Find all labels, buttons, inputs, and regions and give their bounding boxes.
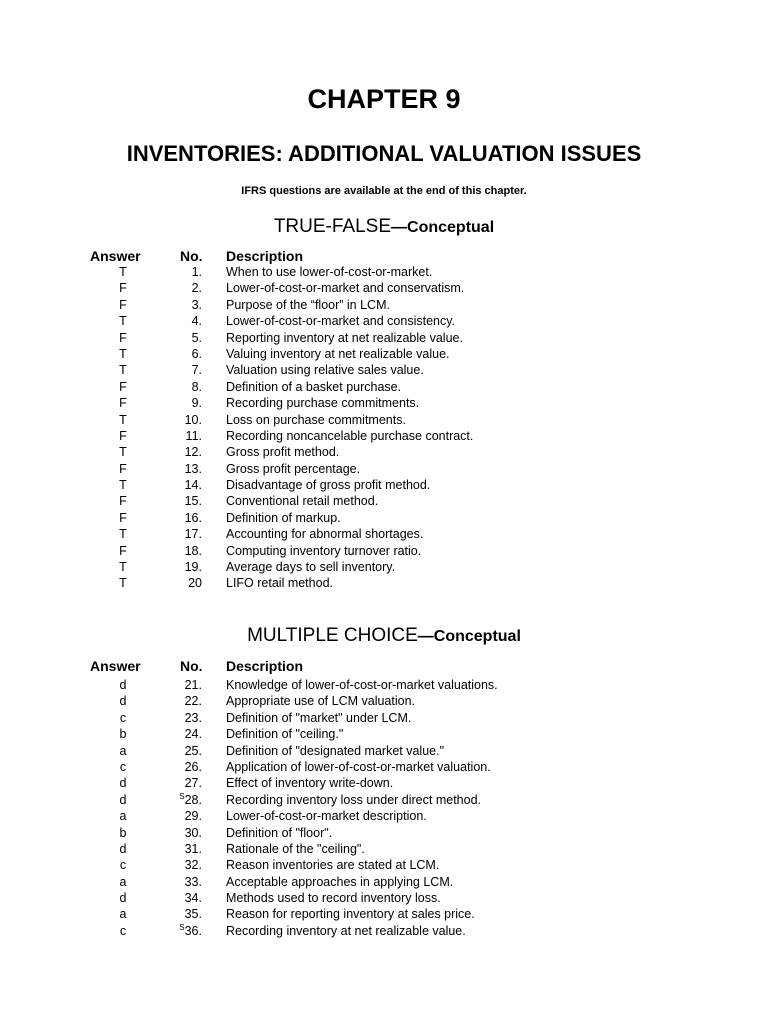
answer-cell: c	[119, 858, 127, 873]
number-text: 10.	[184, 412, 202, 427]
answer-cell: b	[119, 727, 127, 742]
number-cell	[160, 809, 202, 823]
number-text: 20	[188, 576, 202, 591]
table-row	[0, 875, 768, 891]
true-false-heading	[0, 216, 768, 238]
answer-cell: T	[119, 576, 127, 591]
number-cell	[160, 478, 202, 492]
answer-cell: F	[119, 330, 127, 345]
number-cell	[160, 576, 202, 590]
table-row	[0, 891, 768, 907]
number-text: 14.	[184, 478, 202, 493]
number-cell	[160, 527, 202, 541]
true-false-subtitle: —Conceptual	[391, 219, 495, 236]
number-cell	[160, 494, 202, 508]
number-text: 15.	[184, 494, 202, 509]
multiple-choice-title: MULTIPLE CHOICE	[247, 625, 418, 646]
answer-cell: a	[119, 907, 127, 922]
table-row	[0, 793, 768, 809]
multiple-choice-heading	[0, 625, 768, 647]
table-row	[0, 711, 768, 727]
answer-cell: a	[119, 743, 127, 758]
answer-cell: T	[119, 346, 127, 361]
number-text: 23.	[184, 710, 202, 725]
table-row	[0, 511, 768, 527]
description-cell: Purpose of the “floor” in LCM.	[226, 297, 390, 312]
description-cell: Lower-of-cost-or-market and conservatism.	[226, 281, 465, 296]
answer-cell: d	[119, 841, 127, 856]
description-cell: Acceptable approaches in applying LCM.	[226, 874, 454, 889]
answer-cell: T	[119, 314, 127, 329]
table-row	[0, 576, 768, 592]
number-cell	[160, 331, 202, 345]
description-cell: Recording noncancelable purchase contract.	[226, 428, 474, 443]
answer-cell: a	[119, 874, 127, 889]
number-text: 12.	[184, 445, 202, 460]
number-cell	[160, 281, 202, 295]
table-row	[0, 544, 768, 560]
number-text: 19.	[184, 560, 202, 575]
description-cell: Recording purchase commitments.	[226, 396, 420, 411]
table-row	[0, 560, 768, 576]
chapter-subtitle: INVENTORIES: ADDITIONAL VALUATION ISSUES	[126, 141, 642, 166]
tf-answer-header: Answer	[90, 248, 141, 264]
description-cell: Disadvantage of gross profit method.	[226, 478, 431, 493]
number-text: 8.	[191, 379, 202, 394]
table-row	[0, 347, 768, 363]
number-cell	[160, 858, 202, 872]
number-text: 21.	[184, 678, 202, 692]
table-row	[0, 527, 768, 543]
number-text: 13.	[184, 461, 202, 476]
number-cell	[160, 744, 202, 758]
number-text: 11.	[185, 428, 202, 443]
number-cell	[160, 907, 202, 921]
number-cell	[160, 347, 202, 361]
answer-cell: d	[119, 776, 127, 791]
number-cell	[160, 396, 202, 410]
description-cell: Conventional retail method.	[226, 494, 379, 509]
table-row	[0, 826, 768, 842]
number-text: 3.	[191, 297, 202, 312]
answer-cell: T	[119, 560, 127, 575]
number-cell	[160, 678, 202, 692]
answer-cell: F	[119, 461, 127, 476]
answer-cell: T	[119, 412, 127, 427]
number-cell	[160, 314, 202, 328]
number-text: 29.	[184, 809, 202, 824]
number-cell	[160, 842, 202, 856]
table-row	[0, 842, 768, 858]
answer-cell: F	[119, 281, 127, 296]
number-text: 5.	[191, 330, 202, 345]
description-cell: Accounting for abnormal shortages.	[226, 527, 424, 542]
number-text: 16.	[184, 510, 202, 525]
table-row	[0, 478, 768, 494]
number-text: 35.	[184, 907, 202, 922]
table-row	[0, 314, 768, 330]
table-row	[0, 363, 768, 379]
table-row	[0, 380, 768, 396]
number-cell	[160, 413, 202, 427]
description-cell: Definition of "ceiling."	[226, 727, 344, 742]
number-cell	[160, 363, 202, 377]
description-cell: Application of lower-of-cost-or-market valuation.	[226, 759, 491, 774]
number-text: 30.	[184, 825, 202, 840]
number-cell	[160, 776, 202, 790]
description-cell: Recording inventory at net realizable value.	[226, 923, 466, 938]
answer-cell: b	[119, 825, 127, 840]
chapter-title: CHAPTER 9	[307, 84, 461, 114]
mc-no-header: No.	[180, 658, 203, 674]
table-row	[0, 494, 768, 510]
description-cell: LIFO retail method.	[226, 576, 333, 591]
number-text: 32.	[184, 858, 202, 873]
answer-cell: T	[119, 445, 127, 460]
answer-cell: F	[119, 297, 127, 312]
number-cell	[160, 265, 202, 279]
description-cell: Definition of markup.	[226, 510, 341, 525]
number-cell	[160, 298, 202, 312]
description-cell: Knowledge of lower-of-cost-or-market valuations.	[226, 678, 498, 692]
answer-cell: c	[119, 923, 127, 938]
number-text: 36.	[184, 923, 202, 938]
table-row	[0, 413, 768, 429]
description-cell: Valuation using relative sales value.	[226, 363, 424, 378]
ifrs-note: IFRS questions are available at the end of this chapter.	[241, 185, 527, 197]
answer-cell: d	[119, 678, 127, 692]
answer-cell: F	[119, 543, 127, 558]
number-text: 34.	[184, 891, 202, 906]
number-text: 2.	[191, 281, 202, 296]
number-cell	[160, 727, 202, 741]
answer-cell: T	[119, 527, 127, 542]
answer-cell: a	[119, 809, 127, 824]
description-cell: Reason inventories are stated at LCM.	[226, 858, 440, 873]
number-text: 4.	[191, 314, 202, 329]
table-row	[0, 678, 768, 694]
source-marker: S	[179, 791, 185, 801]
description-cell: When to use lower-of-cost-or-market.	[226, 265, 433, 279]
number-text: 27.	[184, 776, 202, 791]
answer-cell: d	[119, 694, 127, 709]
mc-answer-header: Answer	[90, 658, 141, 674]
answer-cell: F	[119, 396, 127, 411]
tf-no-header: No.	[180, 248, 203, 264]
mc-description-header: Description	[226, 658, 304, 674]
multiple-choice-subtitle: —Conceptual	[417, 628, 521, 645]
source-marker: S	[179, 922, 185, 932]
answer-cell: c	[119, 710, 127, 725]
number-text: 17.	[184, 527, 202, 542]
table-row	[0, 429, 768, 445]
description-cell: Loss on purchase commitments.	[226, 412, 406, 427]
description-cell: Appropriate use of LCM valuation.	[226, 694, 415, 709]
number-text: 7.	[191, 363, 202, 378]
answer-cell: d	[119, 891, 127, 906]
number-cell	[160, 560, 202, 574]
answer-cell: F	[119, 494, 127, 509]
answer-cell: T	[119, 363, 127, 378]
tf-description-header: Description	[226, 248, 304, 264]
answer-cell: F	[119, 379, 127, 394]
number-text: 25.	[184, 743, 202, 758]
description-cell: Effect of inventory write-down.	[226, 776, 394, 791]
number-cell	[160, 380, 202, 394]
description-cell: Rationale of the "ceiling".	[226, 841, 365, 856]
number-cell	[160, 694, 202, 708]
number-text: 33.	[184, 874, 202, 889]
description-cell: Lower-of-cost-or-market description.	[226, 809, 427, 824]
number-cell	[160, 875, 202, 889]
description-cell: Definition of a basket purchase.	[226, 379, 402, 394]
number-cell	[160, 711, 202, 725]
number-cell	[160, 924, 202, 938]
number-text: 9.	[191, 396, 202, 411]
table-row	[0, 924, 768, 940]
table-row	[0, 445, 768, 461]
answer-cell: F	[119, 428, 127, 443]
number-text: 1.	[191, 265, 202, 279]
table-row	[0, 331, 768, 347]
number-text: 24.	[184, 727, 202, 742]
description-cell: Gross profit method.	[226, 445, 340, 460]
number-cell	[160, 826, 202, 840]
table-row	[0, 858, 768, 874]
number-text: 6.	[191, 346, 202, 361]
table-row	[0, 809, 768, 825]
multiple-choice-table	[0, 678, 768, 940]
description-cell: Recording inventory loss under direct method.	[226, 792, 481, 807]
table-row	[0, 727, 768, 743]
number-text: 26.	[184, 759, 202, 774]
number-text: 28.	[184, 792, 202, 807]
description-cell: Methods used to record inventory loss.	[226, 891, 441, 906]
table-row	[0, 281, 768, 297]
description-cell: Gross profit percentage.	[226, 461, 361, 476]
true-false-title: TRUE-FALSE	[273, 216, 392, 237]
description-cell: Computing inventory turnover ratio.	[226, 543, 422, 558]
number-cell	[160, 544, 202, 558]
true-false-table	[0, 265, 768, 593]
table-row	[0, 907, 768, 923]
number-cell	[160, 511, 202, 525]
description-cell: Definition of "designated market value."	[226, 743, 445, 758]
number-cell	[160, 462, 202, 476]
description-cell: Reason for reporting inventory at sales price.	[226, 907, 475, 922]
table-row	[0, 760, 768, 776]
table-row	[0, 744, 768, 760]
number-cell	[160, 793, 202, 807]
table-row	[0, 298, 768, 314]
description-cell: Lower-of-cost-or-market and consistency.	[226, 314, 456, 329]
table-row	[0, 396, 768, 412]
number-cell	[160, 760, 202, 774]
table-row	[0, 776, 768, 792]
description-cell: Average days to sell inventory.	[226, 560, 396, 575]
answer-cell: F	[119, 510, 127, 525]
number-text: 18.	[184, 543, 202, 558]
answer-cell: d	[119, 792, 127, 807]
number-cell	[160, 445, 202, 459]
table-row	[0, 694, 768, 710]
description-cell: Valuing inventory at net realizable value.	[226, 346, 450, 361]
description-cell: Reporting inventory at net realizable value.	[226, 330, 463, 345]
number-text: 22.	[184, 694, 202, 709]
number-cell	[160, 891, 202, 905]
table-row	[0, 265, 768, 281]
answer-cell: T	[119, 265, 127, 279]
number-text: 31.	[184, 841, 202, 856]
number-cell	[160, 429, 202, 443]
answer-cell: c	[119, 759, 127, 774]
description-cell: Definition of "floor".	[226, 825, 333, 840]
description-cell: Definition of "market" under LCM.	[226, 710, 412, 725]
table-row	[0, 462, 768, 478]
answer-cell: T	[119, 478, 127, 493]
